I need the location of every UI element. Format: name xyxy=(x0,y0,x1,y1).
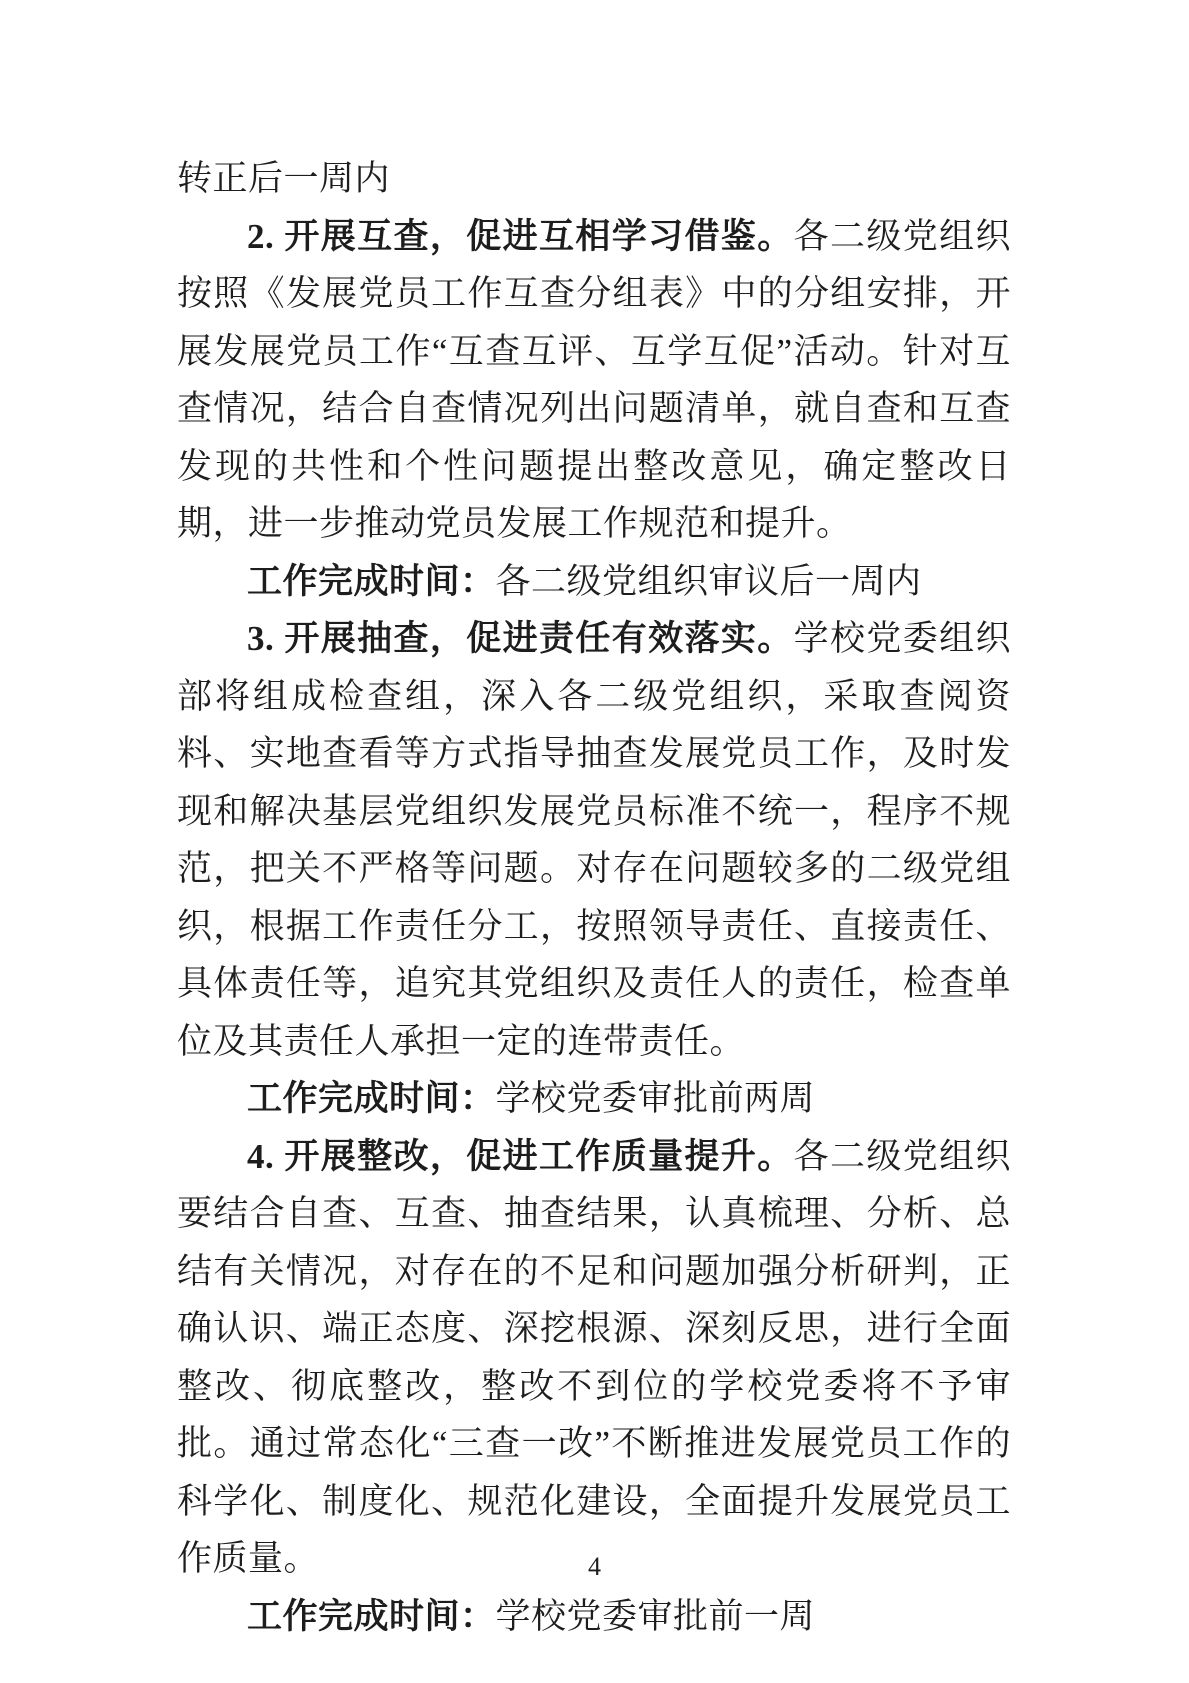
paragraph-continuation xyxy=(177,150,1011,208)
paragraph-item-2 xyxy=(177,208,1011,553)
deadline-value: 学校党委审批前两周 xyxy=(495,1079,816,1118)
paragraph-lead-bold: 2. 开展互查，促进互相学习借鉴。 xyxy=(247,216,794,256)
paragraph-text: 各二级党组织要结合自查、互查、抽查结果，认真梳理、分析、总结有关情况，对存在的不足和问题加强分析研判，正确认识、端正态度、深挖根源、深刻反思，进行全面整改、彻底整改，整改不到位的学校党委将不予审批。通过常态化“三查一改”不断推进发展党员工作的科学化、制度化、规范化建设，全面提升发展党员工作质量。 xyxy=(177,1136,1011,1578)
paragraph-text: 学校党委组织部将组成检查组，深入各二级党组织，采取查阅资料、实地查看等方式指导抽查发展党员工作，及时发现和解决基层党组织发展党员标准不统一，程序不规范，把关不严格等问题。对存在问题较多的二级党组织，根据工作责任分工，按照领导责任、直接责任、具体责任等，追究其党组织及责任人的责任，检查单位及其责任人承担一定的连带责任。 xyxy=(177,619,1011,1061)
deadline-label: 工作完成时间： xyxy=(247,561,496,601)
paragraph-lead-bold: 3. 开展抽查，促进责任有效落实。 xyxy=(247,619,794,658)
paragraph-deadline xyxy=(177,1070,1011,1128)
deadline-label: 工作完成时间： xyxy=(247,1079,496,1118)
paragraph-deadline xyxy=(177,1588,1011,1646)
deadline-value: 学校党委审批前一周 xyxy=(495,1596,816,1636)
page-number: 4 xyxy=(588,1552,601,1581)
paragraph-text: 各二级党组织按照《发展党员工作互查分组表》中的分组安排，开展发展党员工作“互查互评、互学互促”活动。针对互查情况，结合自查情况列出问题清单，就自查和互查发现的共性和个性问题提出整改意见，确定整改日期，进一步推动党员发展工作规范和提升。 xyxy=(177,216,1011,543)
paragraph-item-3 xyxy=(177,610,1011,1070)
paragraph-deadline xyxy=(177,553,1011,611)
deadline-label: 工作完成时间： xyxy=(247,1596,496,1636)
document-body xyxy=(177,150,1011,1645)
paragraph-lead-bold: 4. 开展整改，促进工作质量提升。 xyxy=(247,1136,794,1176)
deadline-value: 各二级党组织审议后一周内 xyxy=(495,561,922,601)
paragraph-text: 转正后一周内 xyxy=(177,159,391,198)
paragraph-item-4 xyxy=(177,1128,1011,1588)
